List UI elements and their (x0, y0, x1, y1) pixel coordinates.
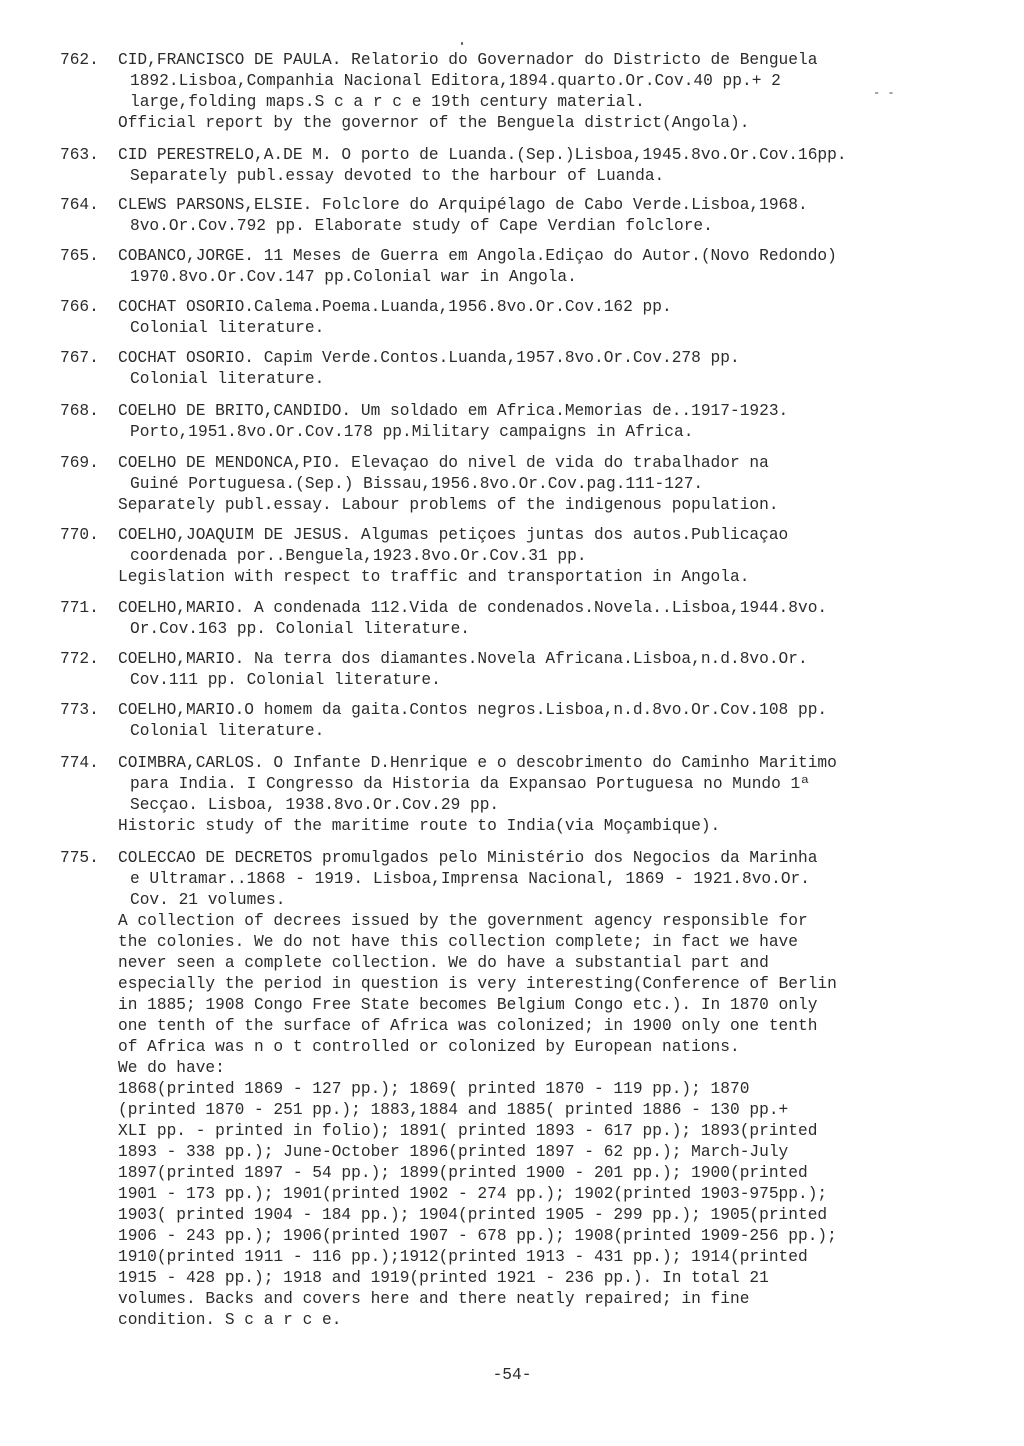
entry-line: CLEWS PARSONS,ELSIE. Folclore do Arquipélago de Cabo Verde.Lisboa,1968. (118, 196, 808, 214)
entry-line: para India. I Congresso da Historia da Expansao Portuguesa no Mundo 1ª (130, 775, 810, 793)
catalogue-entry (60, 453, 960, 516)
entry-line: Official report by the governor of the Benguela district(Angola). (118, 114, 750, 132)
entry-number: 774. (60, 754, 99, 772)
catalogue-entry (60, 525, 960, 588)
entry-line: 1903( printed 1904 - 184 pp.); 1904(printed 1905 - 299 pp.); 1905(printed (118, 1206, 828, 1224)
entry-line: 1915 - 428 pp.); 1918 and 1919(printed 1921 - 236 pp.). In total 21 (118, 1269, 769, 1287)
entry-line: Historic study of the maritime route to India(via Moçambique). (118, 817, 721, 835)
entry-line: Colonial literature. (130, 370, 325, 388)
entry-line: large,folding maps.S c a r c e 19th century material. (130, 93, 645, 111)
entry-line: in 1885; 1908 Congo Free State becomes Belgium Congo etc.). In 1870 only (118, 996, 818, 1014)
entry-line: 1897(printed 1897 - 54 pp.); 1899(printed 1900 - 201 pp.); 1900(printed (118, 1164, 808, 1182)
catalogue-entry (60, 50, 960, 134)
entry-line: 8vo.Or.Cov.792 pp. Elaborate study of Cape Verdian folclore. (130, 217, 713, 235)
entry-line: CID PERESTRELO,A.DE M. O porto de Luanda.(Sep.)Lisboa,1945.8vo.Or.Cov.16pp. (118, 146, 847, 164)
entry-number: 770. (60, 526, 99, 544)
page-number: -54- (492, 1366, 532, 1384)
entry-number: 769. (60, 454, 99, 472)
catalogue-entry (60, 753, 960, 837)
entry-number: 765. (60, 247, 99, 265)
entry-line: CID,FRANCISCO DE PAULA. Relatorio do Governador do Districto de Benguela (118, 51, 818, 69)
entry-line: Secçao. Lisboa, 1938.8vo.Or.Cov.29 pp. (130, 796, 500, 814)
entry-line: COBANCO,JORGE. 11 Meses de Guerra em Angola.Ediçao do Autor.(Novo Redondo) (118, 247, 837, 265)
entry-line: COCHAT OSORIO.Calema.Poema.Luanda,1956.8vo.Or.Cov.162 pp. (118, 298, 672, 316)
entry-number: 772. (60, 650, 99, 668)
catalogue-entry (60, 649, 960, 691)
entry-line: the colonies. We do not have this collection complete; in fact we have (118, 933, 798, 951)
entry-number: 771. (60, 599, 99, 617)
entry-line: Cov.111 pp. Colonial literature. (130, 671, 441, 689)
catalogue-entry (60, 195, 960, 237)
entry-line: never seen a complete collection. We do have a substantial part and (118, 954, 769, 972)
entry-line: COELHO DE MENDONCA,PIO. Elevaçao do nivel de vida do trabalhador na (118, 454, 769, 472)
entry-line: condition. S c a r c e. (118, 1311, 342, 1329)
entry-line: 1868(printed 1869 - 127 pp.); 1869( printed 1870 - 119 pp.); 1870 (118, 1080, 750, 1098)
catalogue-entry (60, 246, 960, 288)
entry-number: 775. (60, 849, 99, 867)
entry-number: 764. (60, 196, 99, 214)
entry-line: We do have: (118, 1059, 225, 1077)
catalogue-entry (60, 848, 960, 1331)
entry-line: Or.Cov.163 pp. Colonial literature. (130, 620, 470, 638)
entry-line: e Ultramar..1868 - 1919. Lisboa,Imprensa Nacional, 1869 - 1921.8vo.Or. (130, 870, 810, 888)
entry-line: COELHO,MARIO.O homem da gaita.Contos negros.Lisboa,n.d.8vo.Or.Cov.108 pp. (118, 701, 828, 719)
entry-line: 1910(printed 1911 - 116 pp.);1912(printed 1913 - 431 pp.); 1914(printed (118, 1248, 808, 1266)
entry-line: especially the period in question is very interesting(Conference of Berlin (118, 975, 837, 993)
catalogue-entry (60, 401, 960, 443)
entry-line: Cov. 21 volumes. (130, 891, 286, 909)
entry-number: 773. (60, 701, 99, 719)
entry-number: 762. (60, 51, 99, 69)
entry-line: one tenth of the surface of Africa was colonized; in 1900 only one tenth (118, 1017, 818, 1035)
entry-line: 1893 - 338 pp.); June-October 1896(printed 1897 - 62 pp.); March-July (118, 1143, 789, 1161)
entry-line: 1892.Lisboa,Companhia Nacional Editora,1894.quarto.Or.Cov.40 pp.+ 2 (130, 72, 781, 90)
entry-line: 1906 - 243 pp.); 1906(printed 1907 - 678 pp.); 1908(printed 1909-256 pp.); (118, 1227, 837, 1245)
entry-line: Separately publ.essay. Labour problems of the indigenous population. (118, 496, 779, 514)
entry-line: COELHO DE BRITO,CANDIDO. Um soldado em Africa.Memorias de..1917-1923. (118, 402, 789, 420)
scan-speck (461, 42, 463, 45)
entry-line: (printed 1870 - 251 pp.); 1883,1884 and 1885( printed 1886 - 130 pp.+ (118, 1101, 789, 1119)
entry-line: COELHO,JOAQUIM DE JESUS. Algumas petiçoes juntas dos autos.Publicaçao (118, 526, 789, 544)
catalogue-entry (60, 348, 960, 390)
entry-line: 1970.8vo.Or.Cov.147 pp.Colonial war in Angola. (130, 268, 577, 286)
entry-line: A collection of decrees issued by the government agency responsible for (118, 912, 808, 930)
entry-line: COELHO,MARIO. A condenada 112.Vida de condenados.Novela..Lisboa,1944.8vo. (118, 599, 828, 617)
catalogue-entry (60, 297, 960, 339)
entry-line: Guiné Portuguesa.(Sep.) Bissau,1956.8vo.Or.Cov.pag.111-127. (130, 475, 704, 493)
entry-line: coordenada por..Benguela,1923.8vo.Or.Cov.31 pp. (130, 547, 587, 565)
margin-mark: - - (873, 86, 895, 100)
entry-number: 767. (60, 349, 99, 367)
entry-number: 763. (60, 146, 99, 164)
entry-line: COLECCAO DE DECRETOS promulgados pelo Ministério dos Negocios da Marinha (118, 849, 818, 867)
entry-line: 1901 - 173 pp.); 1901(printed 1902 - 274 pp.); 1902(printed 1903-975pp.); (118, 1185, 828, 1203)
entry-line: Legislation with respect to traffic and transportation in Angola. (118, 568, 750, 586)
entry-line: Porto,1951.8vo.Or.Cov.178 pp.Military campaigns in Africa. (130, 423, 694, 441)
entry-line: Separately publ.essay devoted to the harbour of Luanda. (130, 167, 665, 185)
catalogue-entry (60, 700, 960, 742)
entry-line: COELHO,MARIO. Na terra dos diamantes.Novela Africana.Lisboa,n.d.8vo.Or. (118, 650, 808, 668)
catalogue-entry (60, 598, 960, 640)
entry-number: 768. (60, 402, 99, 420)
entry-line: COIMBRA,CARLOS. O Infante D.Henrique e o descobrimento do Caminho Maritimo (118, 754, 837, 772)
entry-line: volumes. Backs and covers here and there neatly repaired; in fine (118, 1290, 750, 1308)
entry-line: COCHAT OSORIO. Capim Verde.Contos.Luanda,1957.8vo.Or.Cov.278 pp. (118, 349, 740, 367)
entry-line: XLI pp. - printed in folio); 1891( printed 1893 - 617 pp.); 1893(printed (118, 1122, 818, 1140)
entry-number: 766. (60, 298, 99, 316)
entry-line: Colonial literature. (130, 319, 325, 337)
entry-line: of Africa was n o t controlled or colonized by European nations. (118, 1038, 740, 1056)
catalogue-entry (60, 145, 960, 187)
entry-line: Colonial literature. (130, 722, 325, 740)
